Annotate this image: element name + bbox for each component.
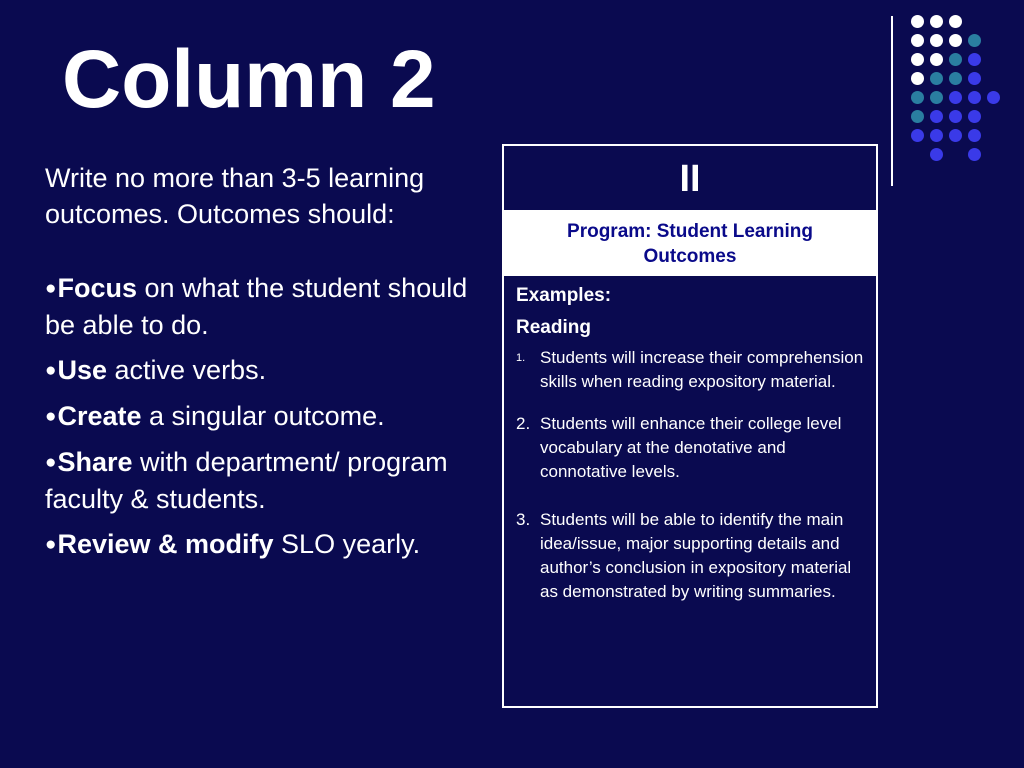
item-number: 3. [516,510,531,529]
decor-dot [968,34,981,47]
bullet-dot: ● [45,406,57,427]
outcomes-box [502,144,878,708]
intro-text: Write no more than 3-5 learning outcomes. Outcomes should: [45,163,425,229]
decor-dot [949,34,962,47]
bullet-keyword: Review & modify [57,529,274,559]
decor-dot [911,34,924,47]
list-item [516,508,866,604]
bullet-keyword: Use [57,355,108,385]
decor-dot [968,148,981,161]
decor-dot [987,91,1000,104]
box-subheader: Program: Student Learning Outcomes [504,212,876,276]
bullet-text: on what the student should be able to do. [45,273,468,340]
slide-title: Column 2 [62,34,436,125]
list-item [516,346,866,394]
decor-dot [930,110,943,123]
decor-dot [911,53,924,66]
bullet-text: SLO yearly. [273,529,421,559]
left-column [45,160,495,572]
decor-dot [968,129,981,142]
bullet-text: a singular outcome. [141,401,385,431]
divider-line [891,16,893,186]
decor-dot [911,129,924,142]
decor-dot [930,148,943,161]
dot-grid-decoration [911,15,1007,165]
bullet-item [45,444,495,517]
bullet-keyword: Focus [57,273,137,303]
bullet-dot: ● [45,452,57,473]
decor-dot [949,72,962,85]
decor-dot [968,72,981,85]
decor-dot [930,53,943,66]
examples-label: Examples: [516,285,612,306]
item-text: Students will increase their comprehension skills when reading expository material. [540,348,864,391]
bullet-dot: ● [45,534,57,555]
box-body [504,276,876,604]
decor-dot [930,34,943,47]
box-header: II [504,146,876,212]
decor-dot [930,15,943,28]
bullet-dot: ● [45,278,57,299]
decor-dot [911,15,924,28]
bullet-item [45,398,495,435]
decor-dot [930,129,943,142]
bullet-item [45,526,495,563]
decor-dot [968,53,981,66]
decor-dot [911,91,924,104]
bullet-item [45,352,495,389]
decor-dot [949,53,962,66]
decor-dot [949,129,962,142]
decor-dot [968,91,981,104]
bullet-keyword: Share [57,447,133,477]
item-text: Students will be able to identify the main idea/issue, major supporting details and author’s conclusion in expository material as demonstrated by writing summaries. [540,510,852,601]
bullet-text: active verbs. [107,355,267,385]
decor-dot [949,91,962,104]
bullet-item [45,270,495,343]
decor-dot [911,110,924,123]
bullet-keyword: Create [57,401,142,431]
item-text: Students will enhance their college level vocabulary at the denotative and connotative levels. [540,414,842,481]
decor-dot [949,15,962,28]
list-item [516,412,866,484]
decor-dot [968,110,981,123]
item-number: 1. [516,352,526,364]
item-number: 2. [516,414,531,433]
decor-dot [949,110,962,123]
bullet-text: with department/ program faculty & students. [45,447,448,514]
category-label: Reading [516,317,591,338]
decor-dot [930,91,943,104]
decor-dot [930,72,943,85]
decor-dot [911,72,924,85]
bullet-dot: ● [45,360,57,381]
